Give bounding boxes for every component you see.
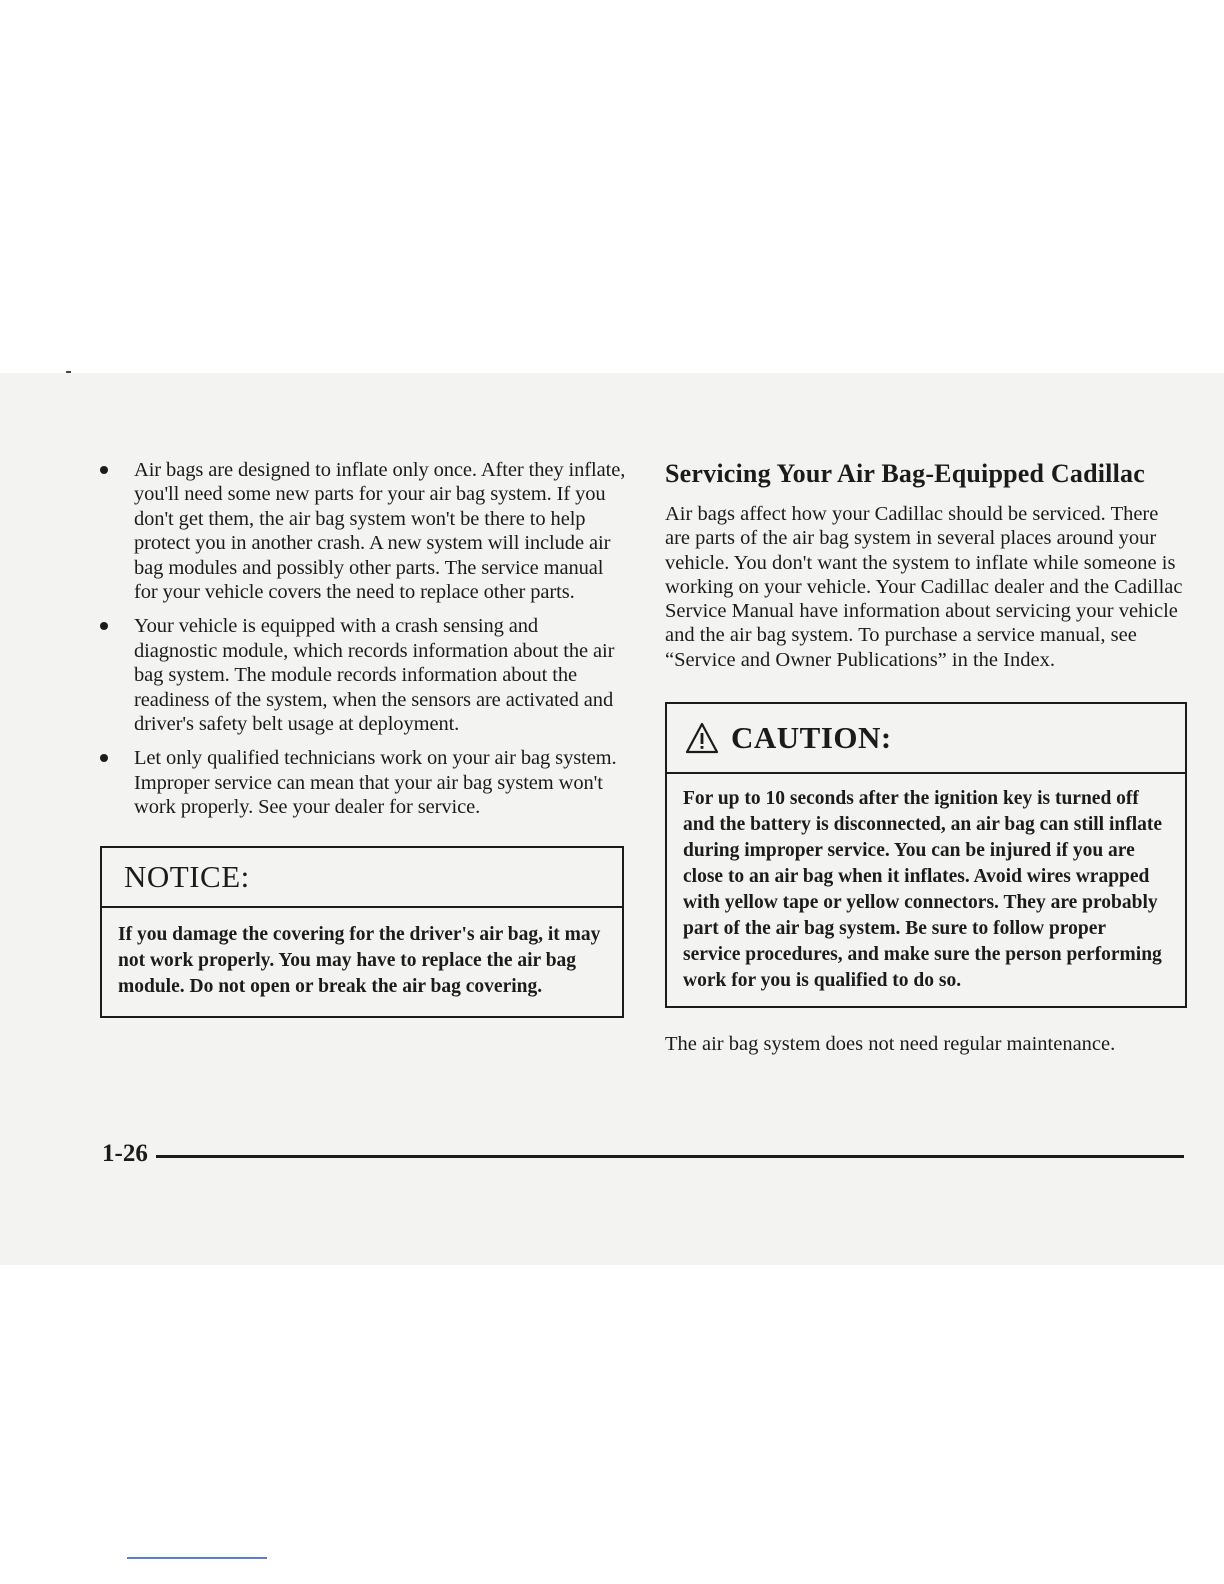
stray-mark: [66, 371, 71, 373]
bottom-rule: [127, 1557, 267, 1559]
bullet-icon: [100, 622, 108, 630]
bullet-list: [100, 458, 626, 820]
bullet-icon: [100, 466, 108, 474]
caution-box: [665, 702, 1187, 1008]
section-paragraph: Air bags affect how your Cadillac should be serviced. There are parts of the air bag system in several places around your vehicle. You don't want the system to inflate while someone is working on your vehicle. Your Cadillac dealer and the Cadillac Service Manual have information about servicing your vehicle and the air bag system. To purchase a service manual, see “Service and Owner Publications” in the Index.: [665, 503, 1183, 671]
bullet-item: [100, 614, 626, 736]
notice-header: [102, 848, 622, 908]
bullet-item: [100, 746, 626, 819]
right-column: [665, 458, 1187, 1056]
caution-header: [667, 704, 1185, 774]
warning-triangle-icon: [685, 722, 719, 754]
bullet-text: Let only qualified technicians work on your air bag system. Improper service can mean that your air bag system won't work properly. See your dealer for service.: [134, 747, 617, 819]
bullet-text: Your vehicle is equipped with a crash sensing and diagnostic module, which records information about the air bag system. The module records information about the readiness of the system, when the sensors are activated and driver's safety belt usage at deployment.: [134, 615, 615, 736]
notice-box: [100, 846, 624, 1018]
footer-rule: [156, 1155, 1184, 1158]
bullet-icon: [100, 754, 108, 762]
notice-title: NOTICE:: [124, 858, 250, 894]
page-number: 1-26: [102, 1140, 148, 1167]
closing-paragraph: The air bag system does not need regular maintenance.: [665, 1033, 1116, 1056]
caution-body: For up to 10 seconds after the ignition key is turned off and the battery is disconnected, an air bag can still inflate during improper service. You can be injured if you are close to an air bag when it inflates. Avoid wires wrapped with yellow tape or yellow connectors. They are probably part of the air bag system. Be sure to follow proper service procedures, and make sure the person performing work for you is qualified to do so.: [683, 788, 1163, 992]
notice-body: If you damage the covering for the driver's air bag, it may not work properly. You may have to replace the air bag module. Do not open or break the air bag covering.: [118, 923, 601, 997]
section-heading: Servicing Your Air Bag-Equipped Cadillac: [665, 459, 1145, 488]
bullet-item: [100, 458, 626, 604]
left-column: [100, 458, 626, 1018]
caution-title: CAUTION:: [731, 720, 892, 756]
page-footer: [102, 1140, 1184, 1168]
bullet-text: Air bags are designed to inflate only once. After they inflate, you'll need some new parts for your air bag system. If you don't get them, the air bag system won't be there to help protect you in another crash. A new system will include air bag modules and possibly other parts. The service manual for your vehicle covers the need to replace other parts.: [134, 459, 626, 604]
